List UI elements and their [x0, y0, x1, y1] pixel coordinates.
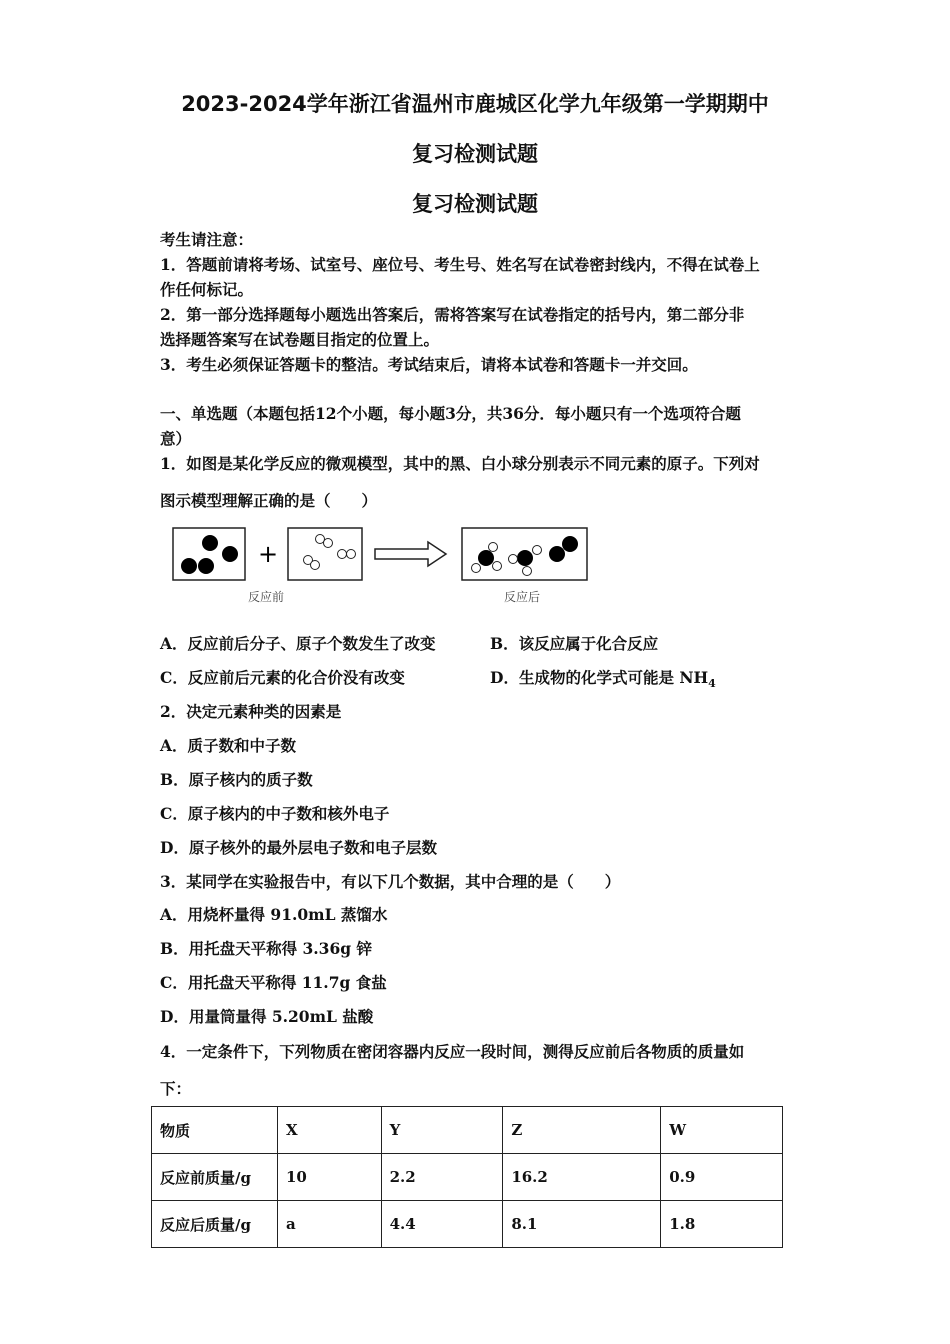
q2-option-d: D．原子核外的最外层电子数和电子层数	[160, 838, 437, 857]
q3-option-d: D．用量筒量得 5.20mL 盐酸	[160, 1007, 374, 1026]
table-row	[152, 1201, 783, 1248]
notice-item-2b: 选择题答案写在试卷题目指定的位置上。	[160, 330, 440, 349]
black-atom	[202, 535, 218, 551]
q4-stem-b: 下：	[160, 1079, 192, 1098]
white-atom	[311, 561, 320, 570]
table-cell: 0.9	[661, 1154, 783, 1201]
caption-after: 反应后	[504, 590, 541, 604]
table-cell: 16.2	[503, 1154, 661, 1201]
q1-option-d-subscript: 4	[708, 677, 716, 691]
q1-stem-a: 1．如图是某化学反应的微观模型，其中的黑、白小球分别表示不同元素的原子。下列对	[160, 454, 760, 473]
black-atom	[517, 550, 533, 566]
table-cell: 物质	[152, 1107, 278, 1154]
q2-option-a: A．质子数和中子数	[160, 736, 297, 755]
section-heading-a: 一、单选题（本题包括12个小题，每小题3分，共36分．每小题只有一个选项符合题	[160, 404, 741, 423]
white-atom	[472, 564, 481, 573]
notice-item-1a: 1．答题前请将考场、试室号、座位号、考生号、姓名写在试卷密封线内，不得在试卷上	[160, 255, 760, 274]
black-atom	[181, 558, 197, 574]
table-cell: 1.8	[661, 1201, 783, 1248]
q3-stem: 3．某同学在实验报告中，有以下几个数据，其中合理的是（ ）	[160, 872, 621, 891]
white-atom	[489, 543, 498, 552]
white-atom	[338, 550, 347, 559]
white-atom	[509, 555, 518, 564]
table-cell: 反应后质量/g	[152, 1201, 278, 1248]
q3-option-c: C．用托盘天平称得 11.7g 食盐	[160, 973, 387, 992]
notice-item-1b: 作任何标记。	[160, 280, 254, 299]
q4-stem-a: 4．一定条件下，下列物质在密闭容器内反应一段时间，测得反应前后各物质的质量如	[160, 1042, 745, 1061]
q1-option-d	[490, 666, 716, 690]
table-cell: 10	[278, 1154, 382, 1201]
table-cell: X	[278, 1107, 382, 1154]
white-atom	[493, 562, 502, 571]
white-atom	[533, 546, 542, 555]
q2-option-c: C．原子核内的中子数和核外电子	[160, 804, 390, 823]
table-cell: a	[278, 1201, 382, 1248]
black-atom	[222, 546, 238, 562]
section-heading-b: 意）	[160, 429, 192, 448]
q1-stem-b: 图示模型理解正确的是（ ）	[160, 491, 378, 510]
q2-stem: 2．决定元素种类的因素是	[160, 702, 342, 721]
q1-option-a: A．反应前后分子、原子个数发生了改变	[160, 634, 436, 653]
title-line-2: 复习检测试题	[412, 142, 538, 166]
table-cell: 8.1	[503, 1201, 661, 1248]
arrow-icon	[375, 542, 446, 566]
table-cell: 4.4	[381, 1201, 503, 1248]
table-row	[152, 1107, 783, 1154]
title-line-1: 2023-2024学年浙江省温州市鹿城区化学九年级第一学期期中	[181, 92, 769, 116]
notice-item-3: 3．考生必须保证答题卡的整洁。考试结束后，请将本试卷和答题卡一并交回。	[160, 355, 698, 374]
title-line-3: 复习检测试题	[412, 192, 538, 216]
table-cell: 2.2	[381, 1154, 503, 1201]
caption-before: 反应前	[248, 590, 285, 604]
reaction-diagram	[170, 525, 600, 610]
table-cell: 反应前质量/g	[152, 1154, 278, 1201]
table-cell: W	[661, 1107, 783, 1154]
white-atom	[347, 550, 356, 559]
q1-option-b: B．该反应属于化合反应	[490, 634, 659, 653]
q3-option-b: B．用托盘天平称得 3.36g 锌	[160, 939, 372, 958]
q2-option-b: B．原子核内的质子数	[160, 770, 313, 789]
white-atom	[523, 567, 532, 576]
notice-heading: 考生请注意：	[160, 230, 254, 249]
q1-option-d-text: D．生成物的化学式可能是 NH	[490, 668, 709, 687]
notice-item-2a: 2．第一部分选择题每小题选出答案后，需将答案写在试卷指定的括号内，第二部分非	[160, 305, 745, 324]
table-cell: Y	[381, 1107, 503, 1154]
black-atom	[478, 550, 494, 566]
white-atom	[324, 539, 333, 548]
mass-table	[151, 1106, 783, 1248]
black-atom	[198, 558, 214, 574]
black-atom	[562, 536, 578, 552]
q1-option-c: C．反应前后元素的化合价没有改变	[160, 668, 405, 687]
plus-sign: +	[258, 540, 279, 568]
q3-option-a: A．用烧杯量得 91.0mL 蒸馏水	[160, 905, 388, 924]
table-row	[152, 1154, 783, 1201]
black-atom	[549, 546, 565, 562]
table-cell: Z	[503, 1107, 661, 1154]
